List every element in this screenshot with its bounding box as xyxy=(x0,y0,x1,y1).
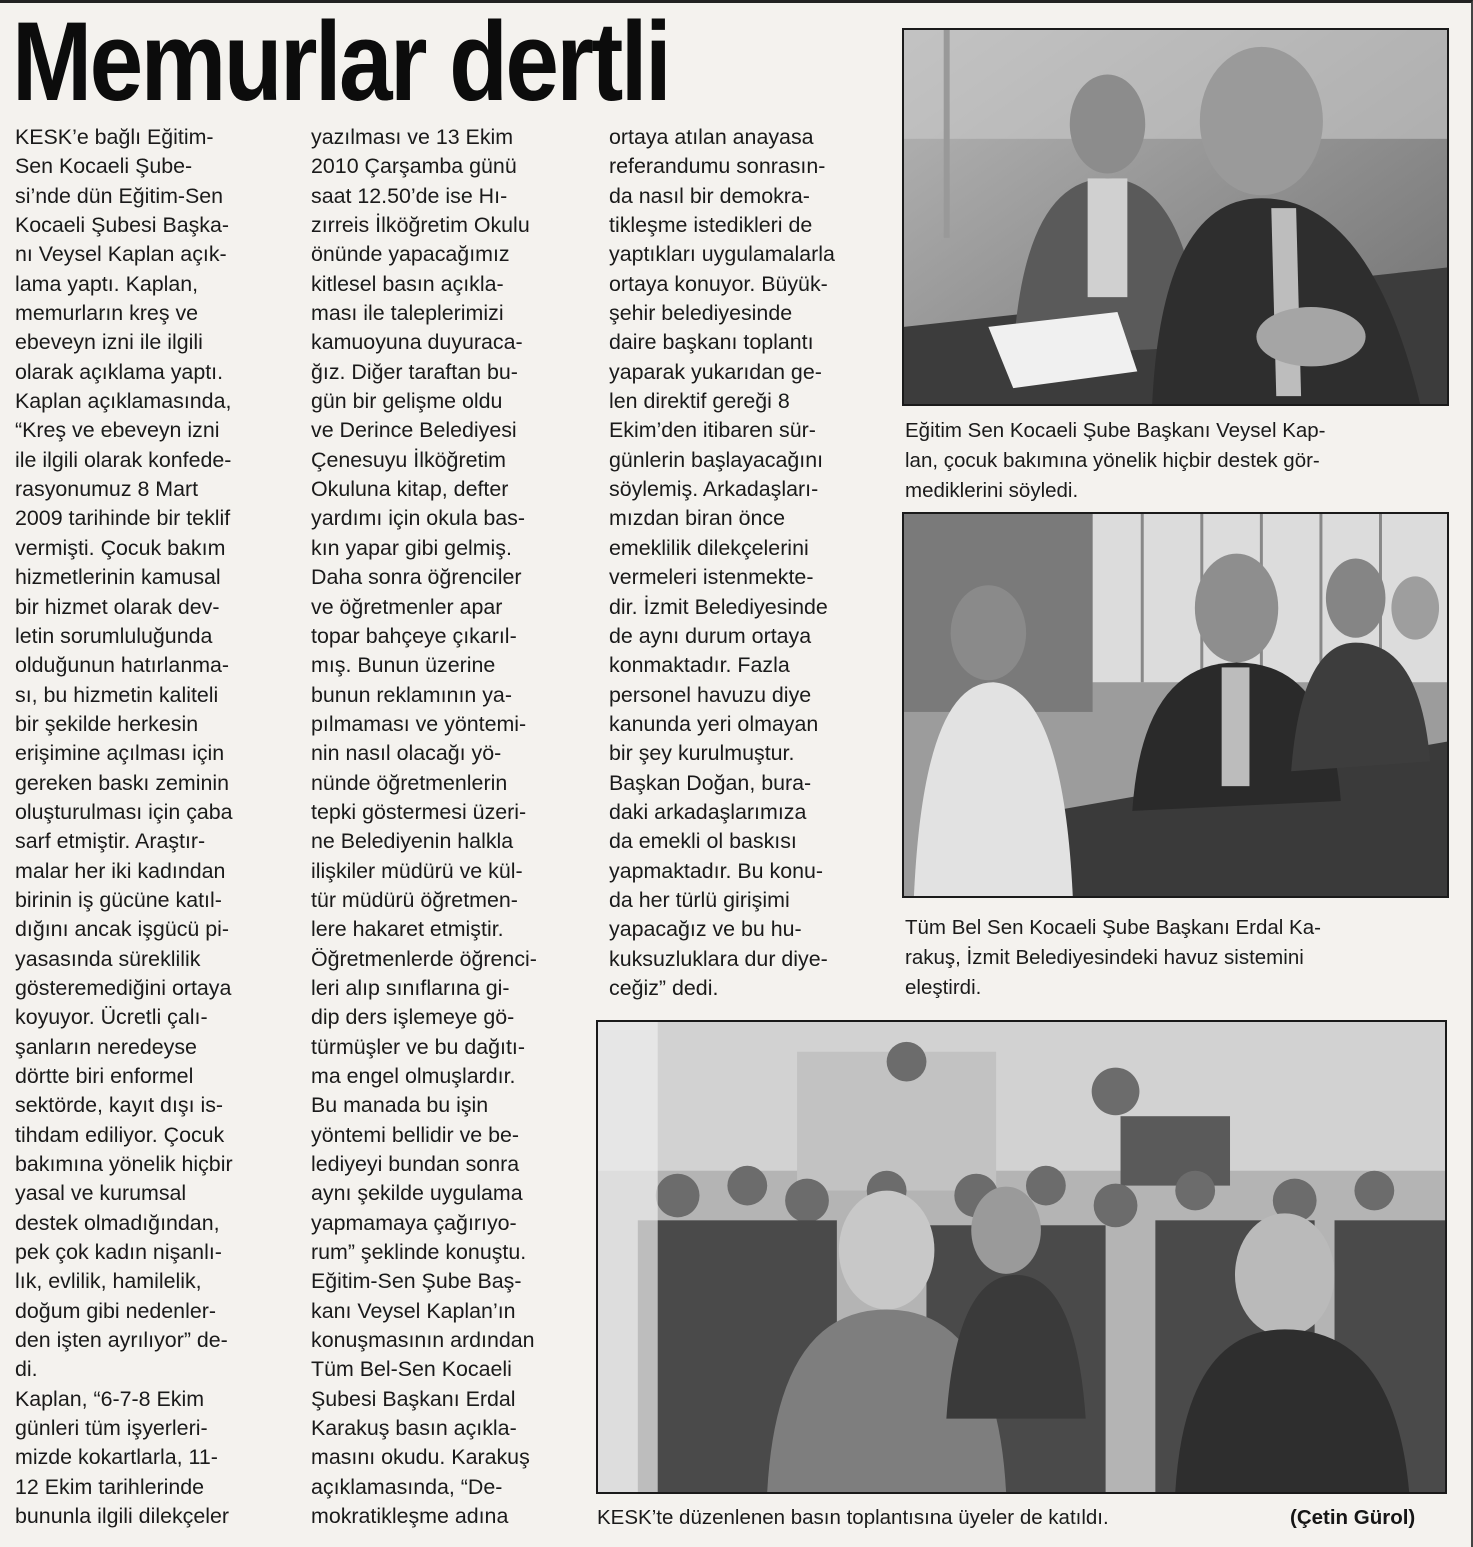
article-line: oluşturulması için çaba xyxy=(15,799,233,824)
article-line: Öğretmenlerde öğrenci- xyxy=(311,946,537,971)
article-line: yardımı için okula bas- xyxy=(311,506,525,531)
article-line: rasyonumuz 8 Mart xyxy=(15,477,199,502)
article-line: açıklamasında, “De- xyxy=(311,1474,503,1499)
article-line: kitlesel basın açıkla- xyxy=(311,271,504,296)
article-line: “Kreş ve ebeveyn izni xyxy=(15,418,220,443)
article-line: gösteremediğini ortaya xyxy=(15,975,232,1000)
article-line: Kaplan, “6-7-8 Ekim xyxy=(15,1386,205,1411)
article-line: bununla ilgili dilekçeler xyxy=(15,1504,230,1529)
article-line: mokratikleşme adına xyxy=(311,1504,509,1529)
article-line: ma engel olmuşlardır. xyxy=(311,1064,516,1088)
article-line: hizmetlerinin kamusal xyxy=(15,565,221,590)
article-line: yapacağız ve bu hu- xyxy=(609,917,802,942)
caption-line: Tüm Bel Sen Kocaeli Şube Başkanı Erdal Ka- xyxy=(905,916,1321,939)
article-line: vermeleri istenmekte- xyxy=(609,565,814,590)
article-line: ortaya atılan anayasa xyxy=(609,125,814,149)
article-line: referandumu sonrasın- xyxy=(609,154,826,179)
article-line: len direktif gereği 8 xyxy=(609,389,790,414)
caption-line: rakuş, İzmit Belediyesindeki havuz sistemini xyxy=(905,946,1304,969)
article-line: dörtte biri enformel xyxy=(15,1064,194,1088)
article-line: 2009 tarihinde bir teklif xyxy=(15,506,231,531)
photo2-caption xyxy=(905,913,1445,1003)
article-line: da her türlü girişimi xyxy=(609,887,790,912)
photo3-caption-text: KESK’te düzenlenen basın toplantısına üyeler de katıldı. xyxy=(597,1506,1109,1529)
article-line: lık, evlilik, hamilelik, xyxy=(15,1269,202,1294)
article-line: Şubesi Başkanı Erdal xyxy=(311,1386,516,1411)
article-line: önünde yapacağımız xyxy=(311,242,510,267)
article-line: ebeveyn izni ile ilgili xyxy=(15,330,203,355)
article-line: kanı Veysel Kaplan’ın xyxy=(311,1298,516,1323)
article-line: bir şey kurulmuştur. xyxy=(609,741,795,766)
article-line: da nasıl bir demokra- xyxy=(609,183,810,208)
article-line: yaptıkları uygulamalarla xyxy=(609,242,835,267)
article-line: letin sorumluluğunda xyxy=(15,623,213,648)
article-line: zırreis İlköğretim Okulu xyxy=(311,213,530,238)
article-line: nin nasıl olacağı yö- xyxy=(311,741,502,766)
article-line: doğum gibi nedenler- xyxy=(15,1298,216,1323)
article-line: memurların kreş ve xyxy=(15,301,199,326)
article-line: Başkan Doğan, bura- xyxy=(609,770,812,795)
article-line: ve öğretmenler apar xyxy=(311,594,503,619)
article-line: Tüm Bel-Sen Kocaeli xyxy=(311,1357,512,1382)
article-line: saat 12.50’de ise Hı- xyxy=(311,183,508,208)
article-line: den işten ayrılıyor” de- xyxy=(15,1328,228,1353)
article-line: si’nde dün Eğitim-Sen xyxy=(15,183,224,208)
article-line: masını okudu. Karakuş xyxy=(311,1445,530,1470)
article-line: pek çok kadın nişanlı- xyxy=(15,1240,222,1265)
article-line: olduğunun hatırlanma- xyxy=(15,653,230,678)
article-line: Sen Kocaeli Şube- xyxy=(15,154,193,179)
article-line: gereken baskı zeminin xyxy=(15,770,230,795)
article-column-2 xyxy=(311,123,591,1547)
article-line: bunun reklamının ya- xyxy=(311,682,512,707)
article-line: di. xyxy=(15,1357,38,1382)
article-line: lediyeyi bundan sonra xyxy=(311,1152,520,1177)
article-line: söylemiş. Arkadaşları- xyxy=(609,477,819,502)
article-line: vermişti. Çocuk bakım xyxy=(15,535,226,560)
article-column-3 xyxy=(609,123,889,1003)
photo-audience xyxy=(596,1020,1447,1494)
article-line: malar her iki kadından xyxy=(15,858,226,883)
article-line: bir hizmet olarak dev- xyxy=(15,594,220,619)
caption-line: Eğitim Sen Kocaeli Şube Başkanı Veysel Kap- xyxy=(905,419,1326,442)
article-line: gün bir gelişme oldu xyxy=(311,389,503,414)
article-line: Daha sonra öğrenciler xyxy=(311,565,522,590)
article-line: Eğitim-Sen Şube Baş- xyxy=(311,1269,522,1294)
article-line: sektörde, kayıt dışı is- xyxy=(15,1093,224,1118)
article-line: kın yapar gibi gelmiş. xyxy=(311,535,512,560)
photo3-caption xyxy=(597,1503,1257,1533)
article-line: Ekim’den itibaren sür- xyxy=(609,418,816,443)
article-line: de aynı durum ortaya xyxy=(609,623,812,648)
article-line: yapmamaya çağırıyo- xyxy=(311,1210,517,1235)
article-line: türmüşler ve bu dağıtı- xyxy=(311,1034,526,1059)
article-line: ile ilgili olarak konfede- xyxy=(15,447,232,472)
article-line: ması ile taleplerimizi xyxy=(311,301,504,326)
article-line: olarak açıklama yaptı. xyxy=(15,359,224,384)
article-line: ortaya konuyor. Büyük- xyxy=(609,271,828,296)
article-line: lama yaptı. Kaplan, xyxy=(15,271,199,296)
article-line: da emekli ol baskısı xyxy=(609,829,797,854)
article-line: Kocaeli Şubesi Başka- xyxy=(15,213,230,238)
article-line: günleri tüm işyerleri- xyxy=(15,1416,208,1441)
article-line: yazılması ve 13 Ekim xyxy=(311,125,514,149)
article-line: nı Veysel Kaplan açık- xyxy=(15,242,227,267)
article-line: konmaktadır. Fazla xyxy=(609,653,790,678)
article-line: daki arkadaşlarımıza xyxy=(609,799,807,824)
article-line: şanların neredeyse xyxy=(15,1034,197,1059)
article-line: kuksuzluklara dur diye- xyxy=(609,946,828,971)
article-line: günlerin başlayacağını xyxy=(609,447,824,472)
article-line: dip ders işlemeye gö- xyxy=(311,1005,515,1030)
article-line: Bu manada bu işin xyxy=(311,1093,489,1118)
article-line: konuşmasının ardından xyxy=(311,1328,535,1353)
article-line: kanunda yeri olmayan xyxy=(609,711,819,736)
article-line: dir. İzmit Belediyesinde xyxy=(609,594,828,619)
photo-veysel-kaplan xyxy=(902,28,1449,406)
article-line: mizde kokartlarla, 11- xyxy=(15,1445,218,1470)
article-line: yöntemi bellidir ve be- xyxy=(311,1122,520,1147)
article-line: tihdam ediliyor. Çocuk xyxy=(15,1122,225,1147)
article-line: 12 Ekim tarihlerinde xyxy=(15,1474,205,1499)
article-line: lere hakaret etmiştir. xyxy=(311,917,504,942)
article-line: erişimine açılması için xyxy=(15,741,225,766)
article-line: mızdan biran önce xyxy=(609,506,785,531)
article-line: Kaplan açıklamasında, xyxy=(15,389,232,414)
article-line: emeklilik dilekçelerini xyxy=(609,535,809,560)
article-line: aynı şekilde uygulama xyxy=(311,1181,523,1206)
article-line: personel havuzu diye xyxy=(609,682,812,707)
article-line: ilişkiler müdürü ve kül- xyxy=(311,858,523,883)
article-line: tikleşme istedikleri de xyxy=(609,213,813,238)
article-line: destek olmadığından, xyxy=(15,1210,220,1235)
caption-line: eleştirdi. xyxy=(905,976,982,999)
article-line: rum” şeklinde konuştu. xyxy=(311,1240,527,1265)
photo1-caption xyxy=(905,416,1445,506)
article-line: Karakuş basın açıkla- xyxy=(311,1416,517,1441)
article-line: şehir belediyesinde xyxy=(609,301,793,326)
article-line: Çenesuyu İlköğretim xyxy=(311,447,506,472)
caption-line: mediklerini söyledi. xyxy=(905,479,1079,502)
article-line: ğız. Diğer taraftan bu- xyxy=(311,359,518,384)
article-line: KESK’e bağlı Eğitim- xyxy=(15,125,214,149)
article-line: tepki göstermesi üzeri- xyxy=(311,799,527,824)
article-line: bakımına yönelik hiçbir xyxy=(15,1152,233,1177)
article-line: kamuoyuna duyuraca- xyxy=(311,330,523,355)
article-line: koyuyor. Ücretli çalı- xyxy=(15,1005,208,1030)
article-line: birinin iş gücüne katıl- xyxy=(15,887,222,912)
article-line: sarf etmiştir. Araştır- xyxy=(15,829,206,854)
article-line: yasal ve kurumsal xyxy=(15,1181,187,1206)
article-line: tür müdürü öğretmen- xyxy=(311,887,518,912)
article-line: mış. Bunun üzerine xyxy=(311,653,496,678)
article-line: nünde öğretmenlerin xyxy=(311,770,508,795)
article-line: 2010 Çarşamba günü xyxy=(311,154,517,179)
article-line: yasasında süreklilik xyxy=(15,946,201,971)
headline: Memurlar dertli xyxy=(12,0,670,124)
article-line: topar bahçeye çıkarıl- xyxy=(311,623,517,648)
caption-line: lan, çocuk bakımına yönelik hiçbir destek gör- xyxy=(905,449,1320,472)
photo-erdal-karakus xyxy=(902,512,1449,898)
article-line: pılmaması ve yöntemi- xyxy=(311,711,527,736)
article-line: Okuluna kitap, defter xyxy=(311,477,509,502)
article-line: sı, bu hizmetin kaliteli xyxy=(15,682,219,707)
article-line: ve Derince Belediyesi xyxy=(311,418,517,443)
article-line: dığını ancak işgücü pi- xyxy=(15,917,230,942)
article-line: daire başkanı toplantı xyxy=(609,330,814,355)
article-line: yaparak yukarıdan ge- xyxy=(609,359,822,384)
article-line: ne Belediyenin halkla xyxy=(311,829,514,854)
article-line: ceğiz” dedi. xyxy=(609,975,719,1000)
article-column-1 xyxy=(15,123,295,1547)
article-line: leri alıp sınıflarına gi- xyxy=(311,975,510,1000)
article-line: bir şekilde herkesin xyxy=(15,711,199,736)
photo-credit: (Çetin Gürol) xyxy=(1290,1506,1416,1529)
article-line: yapmaktadır. Bu konu- xyxy=(609,858,824,883)
